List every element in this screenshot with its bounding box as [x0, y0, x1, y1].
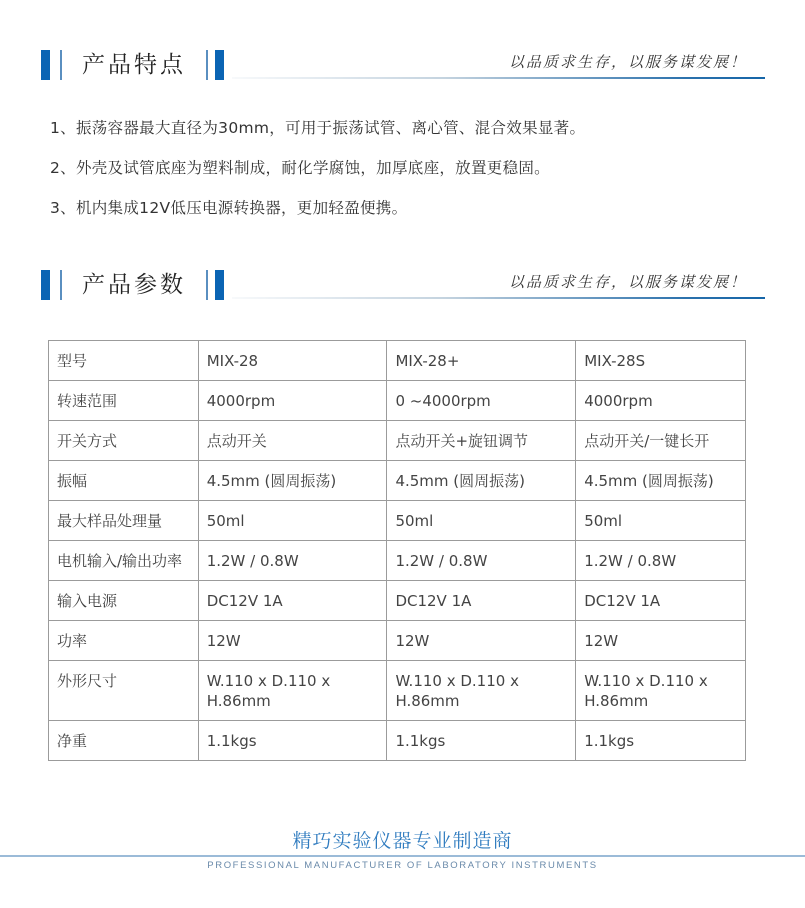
table-cell: 1.1kgs	[387, 721, 576, 761]
table-cell: 4000rpm	[198, 381, 387, 421]
table-cell: 12W	[576, 621, 746, 661]
row-label: 转速范围	[49, 381, 199, 421]
table-cell: MIX-28	[198, 341, 387, 381]
spec-table	[48, 340, 746, 761]
table-cell: W.110 x D.110 x H.86mm	[576, 661, 746, 721]
table-cell: 1.1kgs	[198, 721, 387, 761]
table-cell: DC12V 1A	[198, 581, 387, 621]
table-cell: 12W	[198, 621, 387, 661]
section-title: 产品特点	[82, 52, 186, 78]
table-cell: 点动开关	[198, 421, 387, 461]
table-cell: 12W	[387, 621, 576, 661]
row-label: 功率	[49, 621, 199, 661]
row-label: 外形尺寸	[49, 661, 199, 721]
row-label: 净重	[49, 721, 199, 761]
feature-item: 2、外壳及试管底座为塑料制成，耐化学腐蚀，加厚底座，放置更稳固。	[50, 159, 550, 177]
table-cell: MIX-28S	[576, 341, 746, 381]
table-row	[49, 381, 746, 421]
header-bar-thin-icon	[206, 50, 208, 80]
features-list	[50, 118, 585, 238]
table-row	[49, 461, 746, 501]
table-row	[49, 621, 746, 661]
table-cell: 0 ~4000rpm	[387, 381, 576, 421]
table-row	[49, 661, 746, 721]
specs-section-header	[0, 270, 805, 310]
table-cell: 4.5mm (圆周振荡)	[387, 461, 576, 501]
slogan: 以品质求生存，以服务谋发展！	[508, 53, 747, 71]
footer-title: 精巧实验仪器专业制造商	[292, 830, 513, 852]
row-label: 输入电源	[49, 581, 199, 621]
header-bar-thin-icon	[206, 270, 208, 300]
header-bar-icon	[215, 50, 224, 80]
header-bar-thin-icon	[60, 270, 62, 300]
table-cell: 1.2W / 0.8W	[387, 541, 576, 581]
table-row	[49, 541, 746, 581]
table-cell: 50ml	[387, 501, 576, 541]
table-cell: 点动开关/一键长开	[576, 421, 746, 461]
table-cell: W.110 x D.110 x H.86mm	[198, 661, 387, 721]
footer-subtitle: PROFESSIONAL MANUFACTURER OF LABORATORY INSTRUMENTS	[207, 860, 598, 871]
table-cell: 点动开关+旋钮调节	[387, 421, 576, 461]
row-label: 开关方式	[49, 421, 199, 461]
divider-line	[232, 297, 765, 299]
divider-line	[232, 77, 765, 79]
table-row	[49, 501, 746, 541]
feature-item: 1、振荡容器最大直径为30mm，可用于振荡试管、离心管、混合效果显著。	[50, 119, 586, 137]
table-cell: DC12V 1A	[576, 581, 746, 621]
header-bar-thin-icon	[60, 50, 62, 80]
row-label: 最大样品处理量	[49, 501, 199, 541]
table-cell: 50ml	[198, 501, 387, 541]
table-cell: 4000rpm	[576, 381, 746, 421]
table-row	[49, 341, 746, 381]
table-cell: 1.1kgs	[576, 721, 746, 761]
row-label: 电机输入/输出功率	[49, 541, 199, 581]
table-cell: 50ml	[576, 501, 746, 541]
header-bar-icon	[41, 270, 50, 300]
table-cell: 1.2W / 0.8W	[576, 541, 746, 581]
table-cell: 1.2W / 0.8W	[198, 541, 387, 581]
row-label: 振幅	[49, 461, 199, 501]
row-label: 型号	[49, 341, 199, 381]
section-title: 产品参数	[82, 272, 186, 298]
table-row	[49, 421, 746, 461]
table-cell: DC12V 1A	[387, 581, 576, 621]
features-section-header	[0, 50, 805, 90]
feature-item: 3、机内集成12V低压电源转换器，更加轻盈便携。	[50, 199, 408, 217]
table-cell: 4.5mm (圆周振荡)	[198, 461, 387, 501]
table-cell: 4.5mm (圆周振荡)	[576, 461, 746, 501]
header-bar-icon	[41, 50, 50, 80]
footer-divider	[0, 855, 805, 857]
table-row	[49, 581, 746, 621]
table-cell: W.110 x D.110 x H.86mm	[387, 661, 576, 721]
table-row	[49, 721, 746, 761]
table-cell: MIX-28+	[387, 341, 576, 381]
header-bar-icon	[215, 270, 224, 300]
slogan: 以品质求生存，以服务谋发展！	[508, 273, 747, 291]
